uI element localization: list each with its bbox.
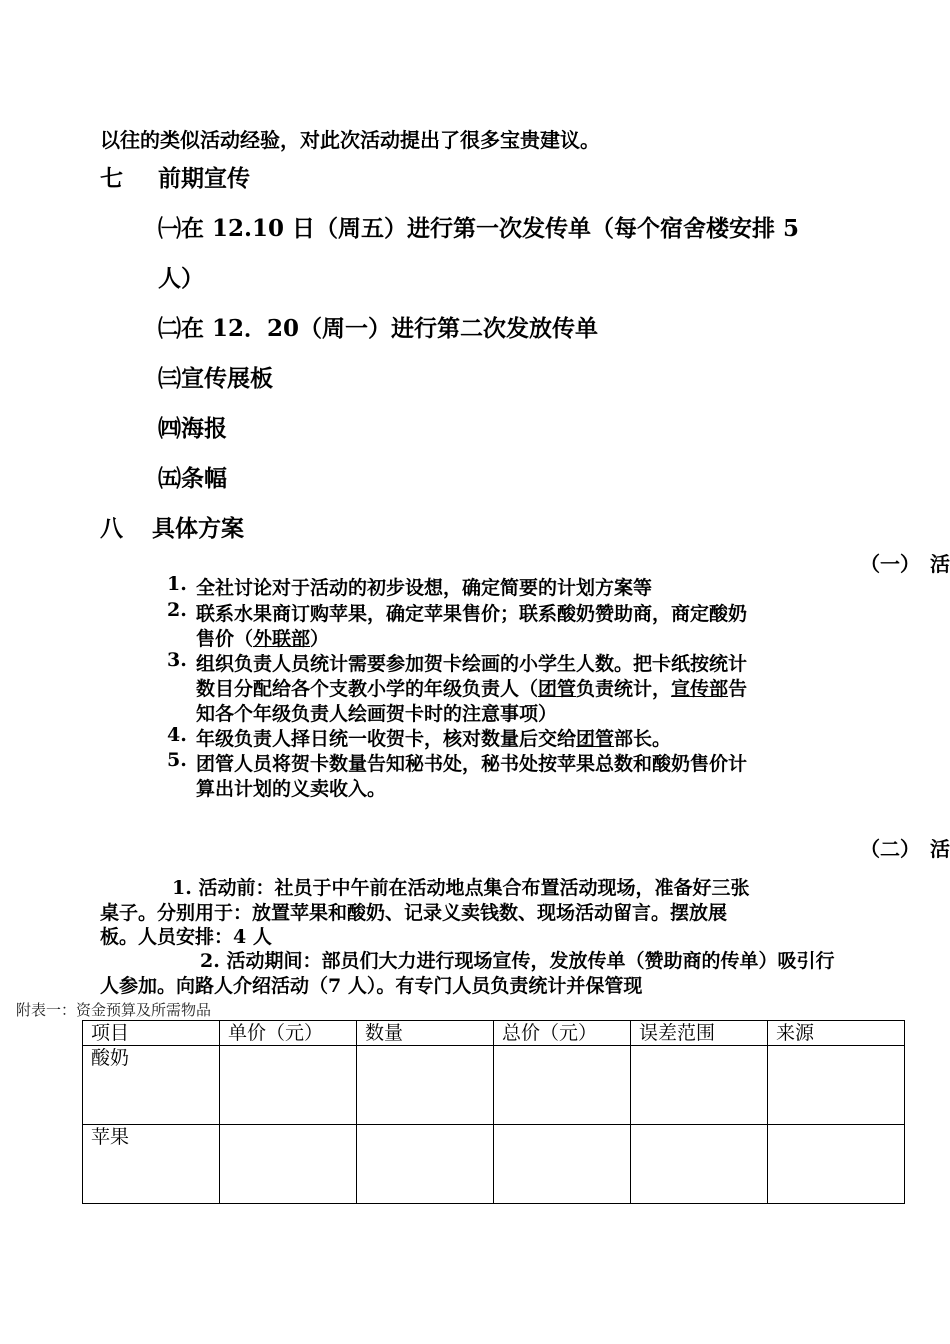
subsection-2-label: （二） 活 bbox=[860, 837, 950, 861]
table-cell bbox=[768, 1125, 905, 1204]
table-caption: 附表一：资金预算及所需物品 bbox=[16, 1001, 212, 1019]
dept-link-tuanguan: 团管 bbox=[538, 678, 577, 700]
table-cell bbox=[357, 1125, 494, 1204]
column-header: 单价（元） bbox=[220, 1021, 357, 1046]
step-text-cont bbox=[196, 674, 747, 701]
step-text-part: 年级负责人择日统一收贺卡，核对数量后交给 bbox=[196, 728, 577, 750]
column-header: 误差范围 bbox=[631, 1021, 768, 1046]
step-text-part: ） bbox=[310, 628, 330, 650]
section-8-title: 具体方案 bbox=[152, 515, 244, 542]
activity-line: 2. 活动期间：部员们大力进行现场宣传，发放传单（赞助商的传单）吸引行 bbox=[200, 950, 835, 972]
publicity-item-4: ㈣海报 bbox=[158, 415, 227, 442]
column-header: 数量 bbox=[357, 1021, 494, 1046]
dept-link-tuanguan: 团管 bbox=[576, 728, 615, 750]
table-cell bbox=[768, 1046, 905, 1125]
column-header: 项目 bbox=[83, 1021, 220, 1046]
table-row bbox=[83, 1125, 905, 1204]
column-header: 来源 bbox=[768, 1021, 905, 1046]
activity-line: 桌子。分别用于：放置苹果和酸奶、记录义卖钱数、现场活动留言。摆放展 bbox=[100, 902, 728, 924]
table-cell bbox=[220, 1046, 357, 1125]
table-cell bbox=[494, 1125, 631, 1204]
publicity-item-1-cont: 人） bbox=[158, 265, 204, 292]
step-text: 联系水果商订购苹果，确定苹果售价；联系酸奶赞助商，商定酸奶 bbox=[196, 603, 748, 625]
table-cell bbox=[631, 1125, 768, 1204]
step-number: 5. bbox=[167, 749, 187, 771]
table-cell bbox=[220, 1125, 357, 1204]
step-number: 4. bbox=[167, 724, 187, 746]
budget-table bbox=[82, 1020, 905, 1204]
publicity-item-5: ㈤条幅 bbox=[158, 465, 227, 492]
publicity-item-2: ㈡在 12．20（周一）进行第二次发放传单 bbox=[158, 315, 599, 342]
column-header: 总价（元） bbox=[494, 1021, 631, 1046]
subsection-1-label: （一） 活 bbox=[860, 552, 950, 576]
table-cell bbox=[631, 1046, 768, 1125]
activity-line: 板。人员安排：4 人 bbox=[100, 926, 272, 948]
step-text-part: 部长。 bbox=[614, 728, 672, 750]
section-7-number: 七 bbox=[100, 165, 123, 192]
step-number: 3. bbox=[167, 649, 187, 671]
table-cell: 苹果 bbox=[83, 1125, 220, 1204]
activity-line: 人参加。向路人介绍活动（7 人）。有专门人员负责统计并保管现 bbox=[100, 975, 643, 997]
section-8-number: 八 bbox=[100, 515, 123, 542]
activity-line: 1. 活动前：社员于中午前在活动地点集合布置活动现场，准备好三张 bbox=[172, 877, 750, 899]
dept-link-waillian: 外联部 bbox=[253, 628, 311, 650]
step-text-part: 告 bbox=[728, 678, 748, 700]
step-text-part: 售价（ bbox=[196, 628, 254, 650]
table-cell bbox=[357, 1046, 494, 1125]
step-text-part: 数目分配给各个支教小学的年级负责人（ bbox=[196, 678, 539, 700]
step-text: 组织负责人员统计需要参加贺卡绘画的小学生人数。把卡纸按统计 bbox=[196, 653, 748, 675]
publicity-item-3: ㈢宣传展板 bbox=[158, 365, 273, 392]
step-number: 1. bbox=[167, 573, 187, 595]
table-row bbox=[83, 1046, 905, 1125]
publicity-item-1: ㈠在 12.10 日（周五）进行第一次发传单（每个宿舍楼安排 5 bbox=[158, 215, 800, 242]
step-text-cont: 知各个年级负责人绘画贺卡时的注意事项） bbox=[196, 703, 558, 725]
step-text: 团管人员将贺卡数量告知秘书处，秘书处按苹果总数和酸奶售价计 bbox=[196, 753, 748, 775]
step-text-cont bbox=[196, 624, 329, 651]
section-7-title: 前期宣传 bbox=[158, 165, 250, 192]
table-cell bbox=[494, 1046, 631, 1125]
dept-link-xuanchuan: 宣传部 bbox=[671, 678, 729, 700]
intro-text: 以往的类似活动经验，对此次活动提出了很多宝贵建议。 bbox=[100, 128, 600, 152]
table-header-row bbox=[83, 1021, 905, 1046]
step-text bbox=[196, 724, 671, 751]
table-cell: 酸奶 bbox=[83, 1046, 220, 1125]
step-text-cont: 算出计划的义卖收入。 bbox=[196, 778, 387, 800]
step-text-part: 负责统计， bbox=[576, 678, 672, 700]
step-number: 2. bbox=[167, 599, 187, 621]
step-text: 全社讨论对于活动的初步设想，确定简要的计划方案等 bbox=[196, 577, 653, 599]
